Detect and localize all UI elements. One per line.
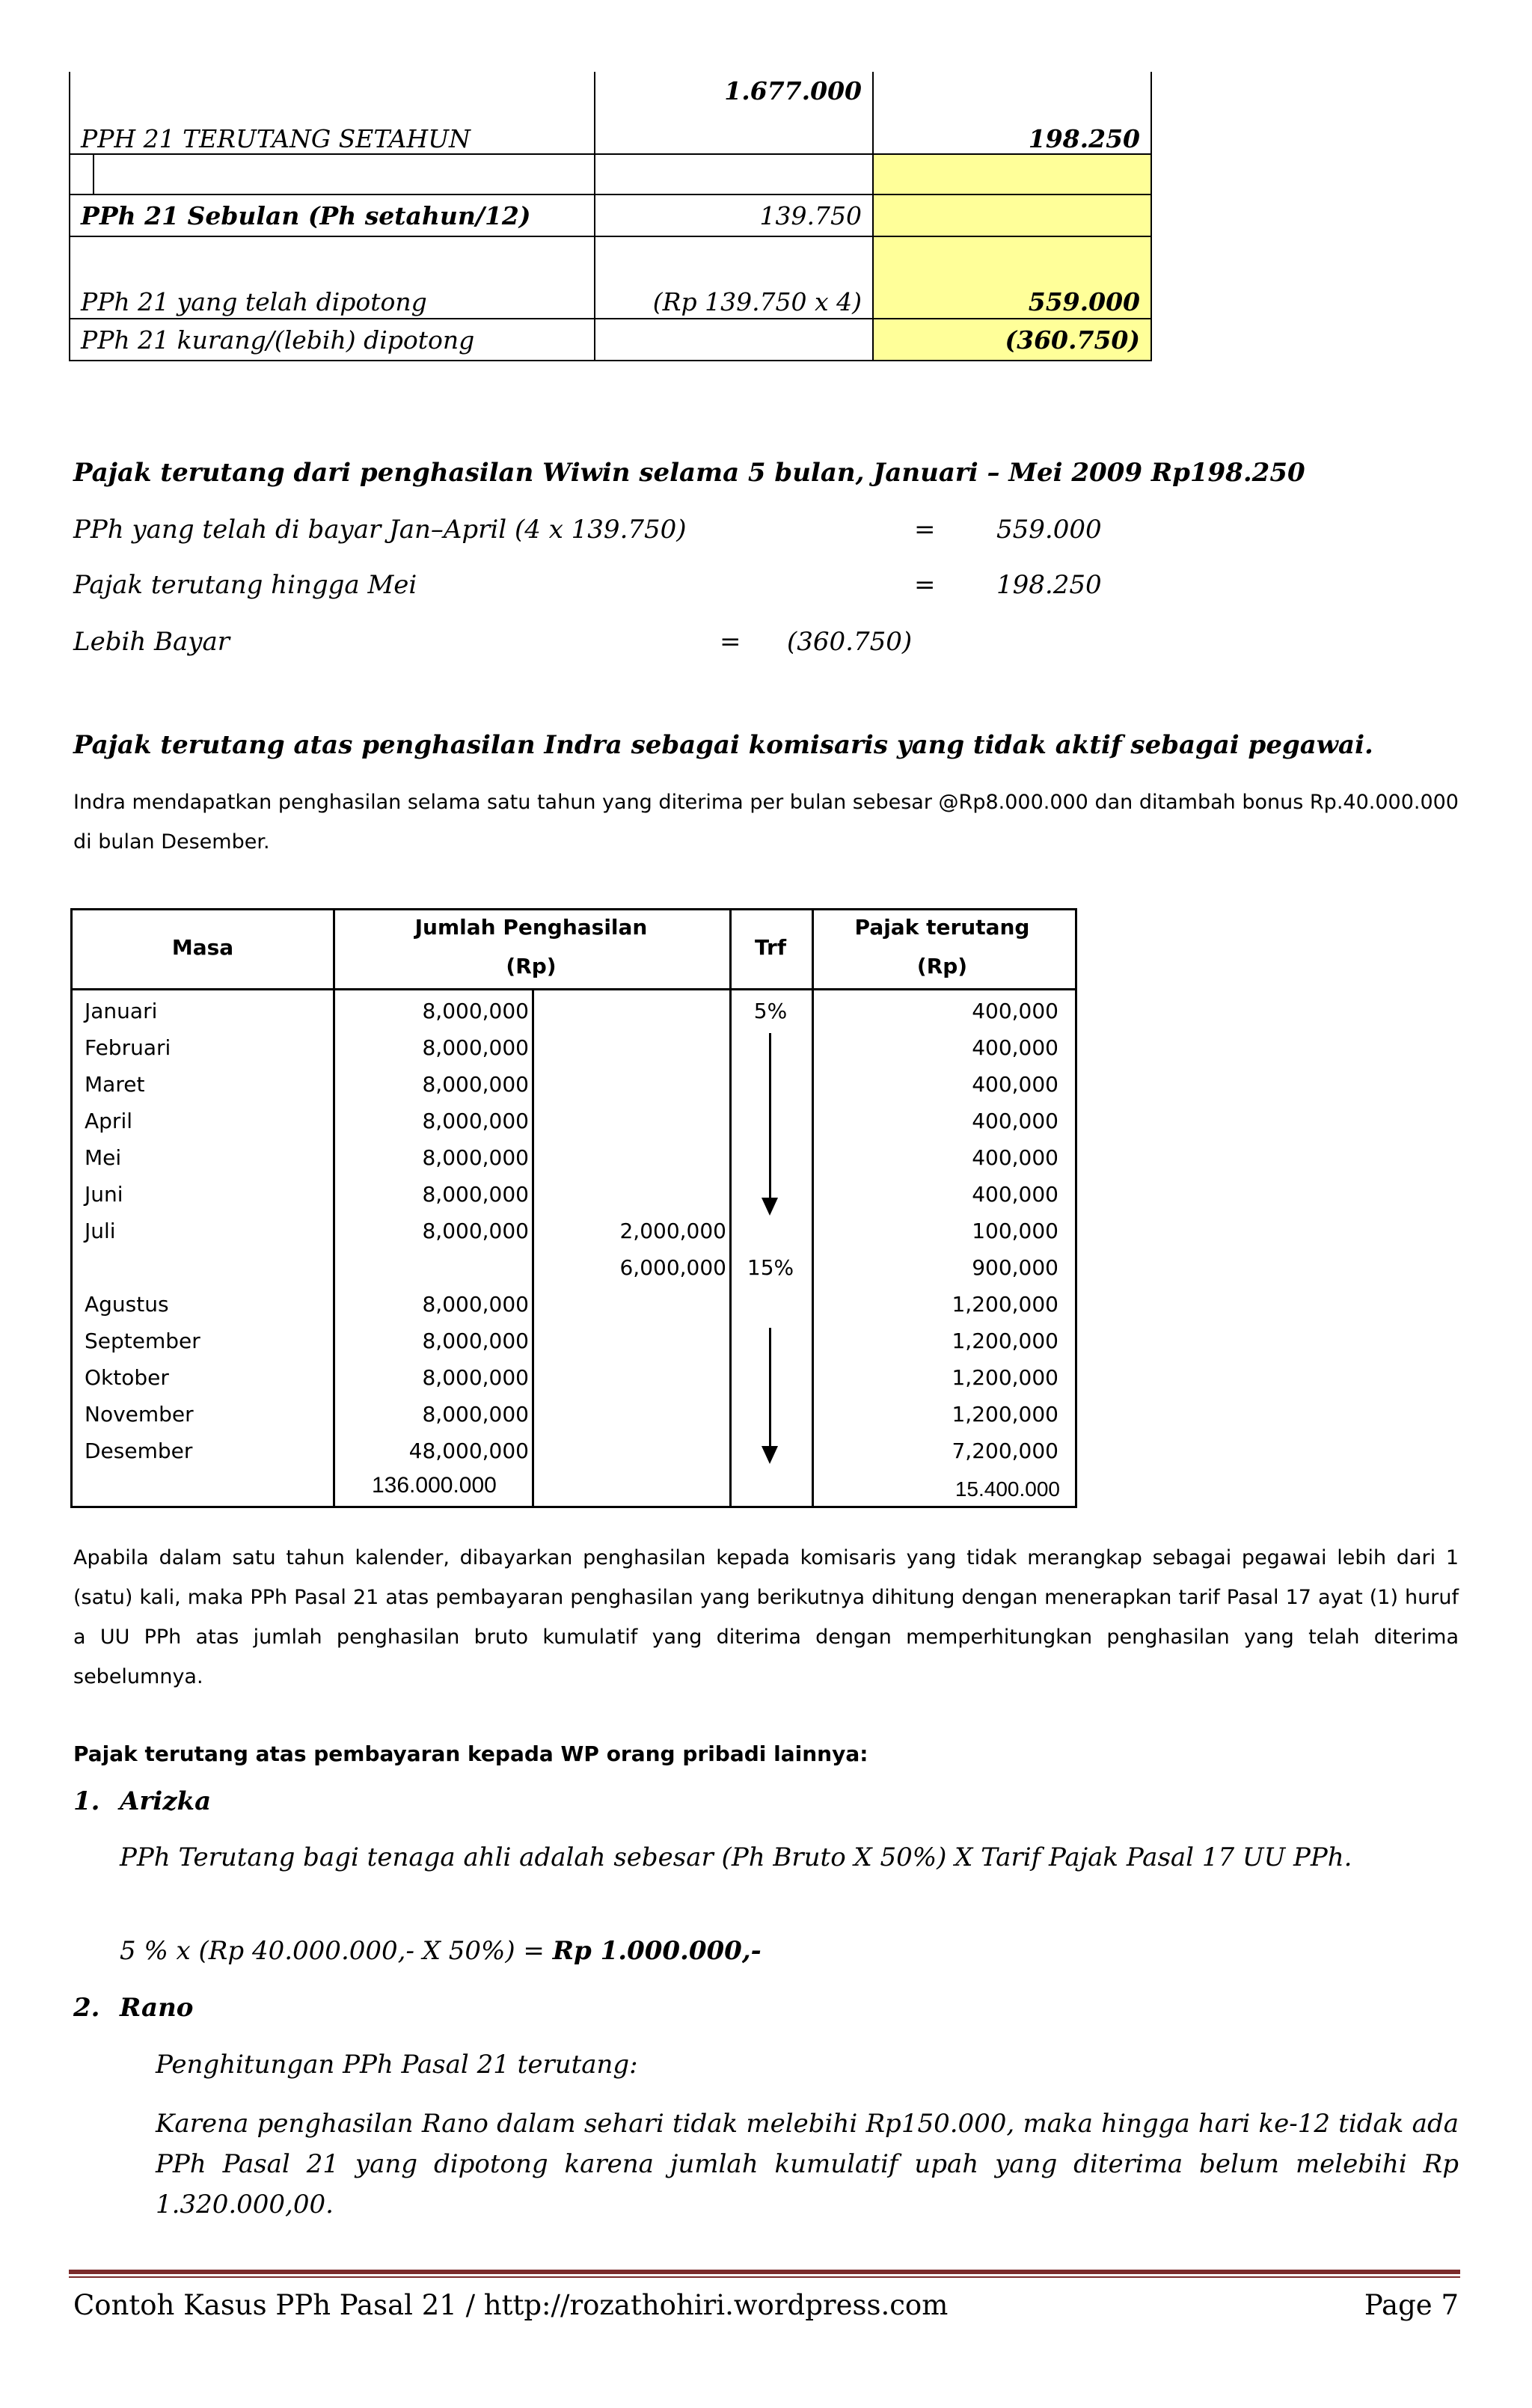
row-mid-value: 139.750 [595,194,873,236]
wiwin-line-3-eq: = [720,627,741,657]
row-pajak: 1,200,000 [952,1292,1058,1317]
commissioner-tax-table [70,908,1077,1508]
row-pajak: 1,200,000 [952,1329,1058,1353]
down-arrow-1-shaft [769,1033,771,1199]
down-arrow-2-shaft [769,1328,771,1447]
row-right-value: 559.000 [873,236,1151,319]
footer-rule-thin [69,2276,1460,2278]
row-jumlah: 8,000,000 [422,1219,529,1243]
wiwin-line-3-value: (360.750) [787,627,913,657]
row-label: PPH 21 TERUTANG SETAHUN [70,72,595,154]
wp-heading: Pajak terutang atas pembayaran kepada WP orang pribadi lainnya: [73,1741,868,1766]
row-pajak: 900,000 [972,1255,1058,1280]
header-divider [73,988,1075,990]
total-jumlah: 136.000.000 [372,1473,497,1498]
row-masa: Agustus [85,1292,169,1317]
row-pajak: 400,000 [972,1035,1058,1060]
row-pajak: 1,200,000 [952,1402,1058,1427]
row-jumlah: 8,000,000 [422,1145,529,1170]
row-masa: Januari [85,999,158,1023]
row-pajak: 400,000 [972,999,1058,1023]
empty-cell [70,154,94,194]
row-masa: Maret [85,1072,145,1097]
row-jumlah: 8,000,000 [422,1109,529,1133]
wiwin-line-2-label: Pajak terutang hingga Mei [73,570,417,600]
row-pajak: 100,000 [972,1219,1058,1243]
row-mid-value: (Rp 139.750 x 4) [595,236,873,319]
row-masa: Februari [85,1035,171,1060]
wiwin-line-2-eq: = [914,570,936,600]
page-number: Page 7 [1364,2289,1459,2321]
row-jumlah: 8,000,000 [422,1292,529,1317]
empty-cell [595,154,873,194]
header-masa: Masa [171,935,234,960]
wiwin-line-2-value: 198.250 [996,570,1102,600]
item-1-number: 1. [73,1786,100,1816]
pph-summary-table [69,72,1152,361]
table-row [70,72,1151,154]
highlight-cell [873,194,1151,236]
row-pajak: 1,200,000 [952,1365,1058,1390]
commissioner-explanation: Apabila dalam satu tahun kalender, dibayarkan penghasilan kepada komisaris yang tidak merangkap sebagai pegawai lebih dari 1 (satu) kali, maka PPh Pasal 21 atas pembayaran penghasilan yang berikutnya dihitung dengan menerapkan tarif Pasal 17 ayat (1) huruf a UU PPh atas jumlah penghasilan bruto kumulatif yang diterima dengan memperhitungkan penghasilan yang telah diterima sebelumnya. [73,1546,1459,1688]
arizka-calc [120,1936,762,1966]
item-1-name: Arizka [120,1786,212,1816]
row-trf: 15% [747,1255,794,1280]
row-masa: November [85,1402,194,1427]
empty-cell [94,154,595,194]
arizka-calc-expression: 5 % x (Rp 40.000.000,- X 50%) = [120,1936,553,1966]
table-row [70,319,1151,361]
row-pajak: 400,000 [972,1182,1058,1207]
row-masa: Juli [85,1219,116,1243]
header-pajak: Pajak terutang [854,915,1030,940]
row-masa: Desember [85,1439,193,1463]
row-right-value: 198.250 [873,72,1151,154]
row-label: PPh 21 Sebulan (Ph setahun/12) [70,194,595,236]
row-pajak: 400,000 [972,1072,1058,1097]
footer-rule [69,2270,1460,2274]
header-pajak-unit: (Rp) [916,954,968,978]
footer-source: Contoh Kasus PPh Pasal 21 / http://rozathohiri.wordpress.com [73,2289,949,2321]
row-split: 2,000,000 [619,1219,726,1243]
row-trf: 5% [753,999,788,1023]
rano-text: Karena penghasilan Rano dalam sehari tidak melebihi Rp150.000, maka hingga hari ke-12 tidak ada PPh Pasal 21 yang dipotong karena jumlah kumulatif upah yang diterima belum melebihi Rp 1.320.000,00. [156,2109,1459,2219]
row-masa: Mei [85,1145,122,1170]
wiwin-line-1-value: 559.000 [996,515,1102,545]
row-masa: April [85,1109,132,1133]
wiwin-heading: Pajak terutang dari penghasilan Wiwin selama 5 bulan, Januari – Mei 2009 Rp198.250 [73,458,1305,488]
wiwin-line-1-eq: = [914,515,936,545]
table-row [70,236,1151,319]
item-2-name: Rano [120,1993,194,2023]
row-pajak: 400,000 [972,1145,1058,1170]
row-label: PPh 21 yang telah dipotong [70,236,595,319]
value-1677000: 1.677.000 [724,76,862,105]
row-jumlah: 8,000,000 [422,1182,529,1207]
wiwin-line-1-label: PPh yang telah di bayar Jan–April (4 x 139.750) [73,515,687,545]
total-pajak: 15.400.000 [955,1477,1060,1501]
row-jumlah: 8,000,000 [422,1329,529,1353]
row-masa: Juni [85,1182,123,1207]
row-pajak: 400,000 [972,1109,1058,1133]
row-jumlah: 8,000,000 [422,999,529,1023]
down-arrow-1-head [762,1198,778,1216]
wiwin-line-3-label: Lebih Bayar [73,627,230,657]
row-jumlah: 8,000,000 [422,1402,529,1427]
row-label: PPh 21 kurang/(lebih) dipotong [70,319,595,361]
row-jumlah: 8,000,000 [422,1072,529,1097]
row-masa: Oktober [85,1365,169,1390]
highlight-cell [873,154,1151,194]
table-row [70,194,1151,236]
item-2-number: 2. [73,1993,100,2023]
row-jumlah: 48,000,000 [408,1439,529,1463]
arizka-calc-result: Rp 1.000.000,- [552,1936,762,1966]
header-jumlah: Jumlah Penghasilan [414,915,648,940]
row-jumlah: 8,000,000 [422,1035,529,1060]
empty-cell [595,319,873,361]
row-mid-value [595,72,873,154]
arizka-text: PPh Terutang bagi tenaga ahli adalah sebesar (Ph Bruto X 50%) X Tarif Pajak Pasal 17 UU PPh. [120,1842,1352,1872]
down-arrow-2-head [762,1446,778,1464]
column-divider [532,988,534,1506]
row-pajak: 7,200,000 [952,1439,1058,1463]
table-row [70,154,1151,194]
header-jumlah-unit: (Rp) [506,954,557,978]
row-jumlah: 8,000,000 [422,1365,529,1390]
row-masa: September [85,1329,200,1353]
row-split: 6,000,000 [619,1255,726,1280]
header-trf: Trf [754,935,786,960]
rano-subheading: Penghitungan PPh Pasal 21 terutang: [156,2050,638,2080]
indra-paragraph: Indra mendapatkan penghasilan selama satu tahun yang diterima per bulan sebesar @Rp8.000.000 dan ditambah bonus Rp.40.000.000 di bulan Desember. [73,791,1459,854]
indra-heading: Pajak terutang atas penghasilan Indra sebagai komisaris yang tidak aktif sebagai pegawai. [73,730,1373,760]
row-right-value: (360.750) [873,319,1151,361]
